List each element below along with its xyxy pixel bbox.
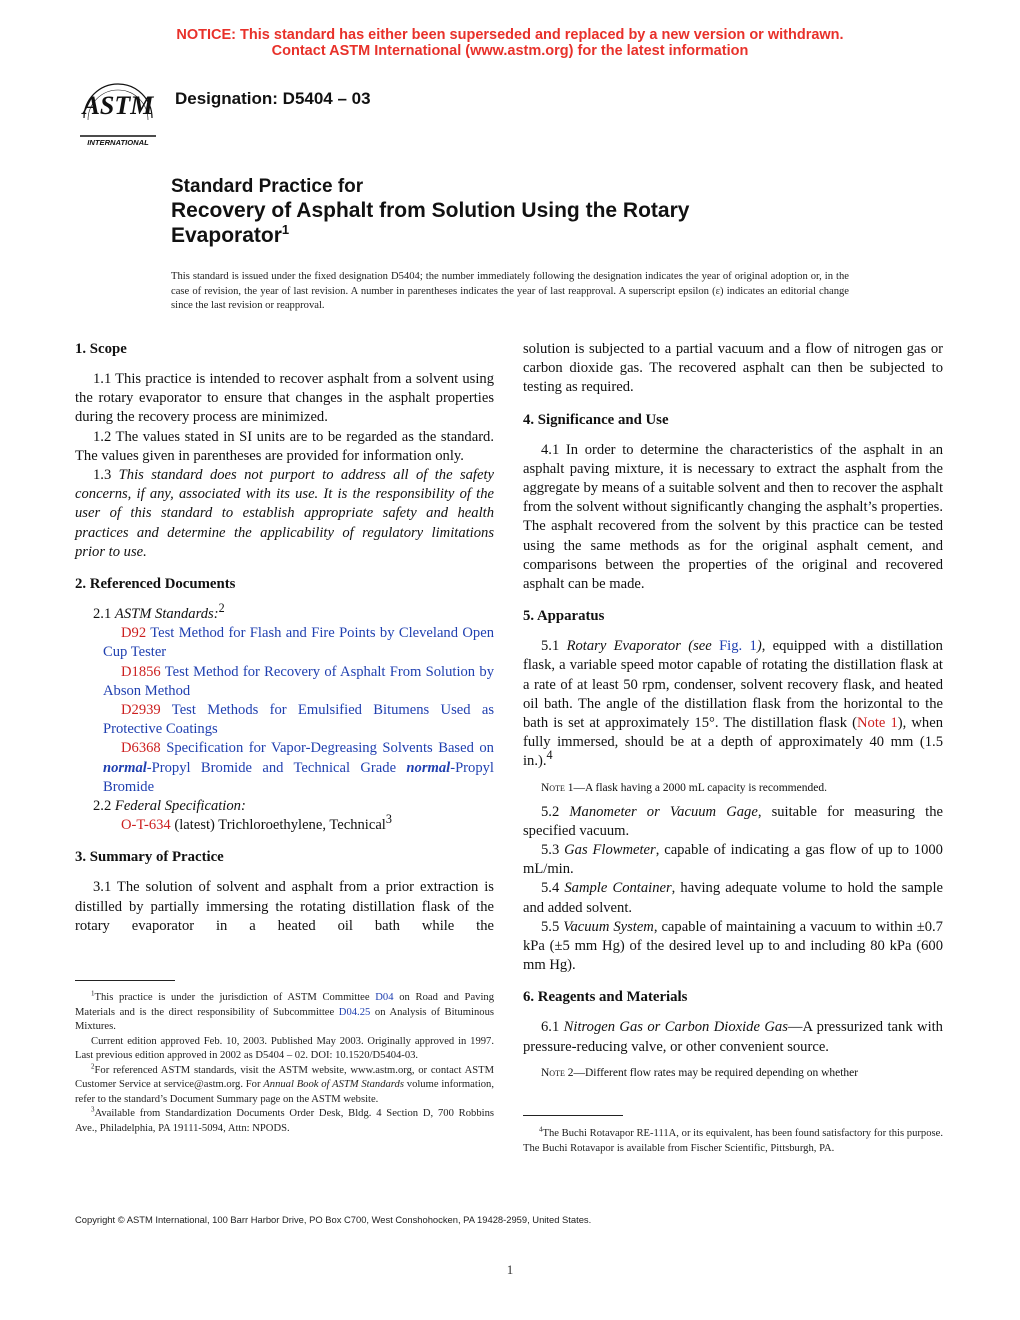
paragraph-1-2: 1.2 The values stated in SI units are to be regarded as the standard. The values given in parentheses are provided for information only. [75, 428, 494, 464]
intro-paragraph: This standard is issued under the fixed designation D5404; the number immediately following the designation indicates the year of original adoption or, in the case of revision, the year of last revision. A number in parentheses indicates the year of last reapproval. A superscript epsilon (ε) indicates an editorial change since the last revision or reapproval. [171, 271, 849, 311]
section-heading-summary: 3. Summary of Practice [75, 849, 224, 866]
paragraph-5-5: 5.5 Vacuum System, capable of maintaining a vacuum to within ±0.7 kPa (±5 mm Hg) of the desired level up to and including 80 kPa (600 mm Hg). [523, 918, 943, 974]
left-column [75, 340, 494, 936]
paragraph-5-4: 5.4 Sample Container, having adequate volume to hold the sample and added solvent. [523, 880, 943, 916]
astm-logo-icon [76, 74, 160, 150]
paragraph-6-1: 6.1 Nitrogen Gas or Carbon Dioxide Gas—A pressurized tank with pressure-reducing valve, or other convenient source. [523, 1019, 943, 1055]
astm-standards-label: 2.1 ASTM Standards:$^2$ [93, 601, 225, 623]
page-number: 1 [506, 1262, 514, 1277]
footnote-divider-left [75, 980, 175, 981]
section-heading-scope: 1. Scope [75, 341, 127, 357]
note-1: Note 1—A flask having a 2000 mL capacity is recommended. [541, 781, 827, 794]
ref-o-t-634[interactable]: O-T-634 (latest) Trichloroethylene, Technical$^3$ [121, 812, 392, 834]
footnote-3: $^3$Available from Standardization Documents Order Desk, Bldg. 4 Section D, 700 Robbins Ave., Philadelphia, PA 19111-5094, Attn: NPODS. [75, 1105, 494, 1134]
footnote-1: $^1$This practice is under the jurisdiction of ASTM Committee D04 on Road and Paving Materials and is the direct responsibility of Subcommittee D04.25 on Analysis of Bituminous Mixtures. [75, 989, 494, 1032]
ref-d1856[interactable]: D1856 Test Method for Recovery of Asphalt From Solution by Abson Method [103, 663, 494, 699]
federal-specification-label: 2.2 Federal Specification: [93, 798, 246, 815]
logo-letters: ASTM [82, 91, 154, 120]
section-heading-significance: 4. Significance and Use [523, 411, 669, 428]
paragraph-5-3: 5.3 Gas Flowmeter, capable of indicating a gas flow of up to 1000 mL/min. [523, 842, 943, 878]
paragraph-3-1-start: 3.1 The solution of solvent and asphalt from a prior extraction is distilled by partially immersing the rotating distillation flask of the rotary evaporator in a heated oil bath while the [75, 879, 494, 934]
footnote-2: $^2$For referenced ASTM standards, visit the ASTM website, www.astm.org, or contact ASTM Customer Service at service@astm.org. For Annual Book of ASTM Standards volume information, refer to the standard’s Document Summary page on the ASTM website. [75, 1061, 495, 1105]
section-heading-apparatus: 5. Apparatus [523, 608, 605, 625]
paragraph-3-1-end: solution is subjected to a partial vacuum and a flow of nitrogen gas or carbon dioxide gas. The recovered asphalt can then be subjected to testing as required. [523, 341, 943, 396]
title-footnote-mark: 1 [281, 222, 290, 237]
designation: Designation: D5404 – 03 [175, 89, 371, 108]
note-2: Note 2—Different flow rates may be required depending on whether [541, 1066, 859, 1079]
right-column [523, 340, 943, 1081]
ref-d6368[interactable]: D6368 Specification for Vapor-Degreasing Solvents Based on normal-Propyl Bromide and Technical Grade normal-Propyl Bromide [103, 740, 494, 795]
copyright-line: Copyright © ASTM International, 100 Barr Harbor Drive, PO Box C700, West Conshohocken, PA 19428-2959, United States. [75, 1214, 592, 1225]
withdrawn-notice [0, 27, 1020, 59]
footnotes-left [75, 991, 494, 1136]
paragraph-1-3: 1.3 This standard does not purport to address all of the safety concerns, if any, associated with its use. It is the responsibility of the user of this standard to establish appropriate safety and health practices and determine the applicability of regulatory limitations prior to use. [75, 467, 494, 560]
fig-1-link[interactable]: Fig. 1 [719, 638, 757, 655]
notice-line-1: NOTICE: This standard has either been superseded and replaced by a new version or withdrawn. [176, 27, 844, 43]
ref-d92[interactable]: D92 Test Method for Flash and Fire Points by Cleveland Open Cup Tester [103, 625, 494, 661]
title-line-2: Recovery of Asphalt from Solution Using the Rotary [171, 199, 690, 222]
section-heading-reagents: 6. Reagents and Materials [523, 989, 688, 1006]
paragraph-4-1: 4.1 In order to determine the characteristics of the asphalt in an asphalt paving mixture, it is necessary to extract the asphalt from the aggregate by means of a suitable solvent and then to recover the asphalt from the solvent without significantly changing the asphalt’s properties. The asphalt recovered from the solvent by this practice can be tested using the same methods as for the original asphalt cement, and comparisons between the properties of the original and recovered asphalt can be made. [523, 441, 943, 593]
note-1-link[interactable]: Note 1 [856, 715, 898, 732]
title-line-3: Evaporator$^1$ [171, 222, 290, 247]
document-title [171, 176, 689, 248]
notice-line-2: Contact ASTM International (www.astm.org) for the latest information [271, 43, 749, 59]
footnotes-right [523, 1127, 943, 1156]
paragraph-5-2: 5.2 Manometer or Vacuum Gage, suitable for measuring the specified vacuum. [523, 803, 943, 839]
paragraph-1-1: 1.1 This practice is intended to recover asphalt from a solvent using the rotary evaporator to ensure that changes in the asphalt properties during the recovery process are minimized. [75, 371, 494, 426]
logo-subtitle: INTERNATIONAL [87, 138, 149, 147]
footnote-1-edition: Current edition approved Feb. 10, 2003. Published May 2003. Originally approved in 1997. Last previous edition approved in 2002 as D5404 – 02. DOI: 10.1520/D5404-03. [75, 1035, 494, 1061]
title-line-1: Standard Practice for [171, 176, 364, 197]
footnote-4: $^4$The Buchi Rotavapor RE-111A, or its equivalent, has been found satisfactory for this purpose. The Buchi Rotavapor is available from Fischer Scientific, Pittsburgh, PA. [523, 1125, 943, 1154]
paragraph-5-1: 5.1 Rotary Evaporator (see Fig. 1), equipped with a distillation flask, a variable speed motor capable of rotating the distillation flask at a rate of at least 50 rpm, condenser, solvent recovery flask, and heated oil bath. The angle of the distillation flask from the horizontal to the bath is set at approximately 15°. The distillation flask (Note 1), when fully immersed, should be at a depth of approximately 40 mm (1.5 in.).$^4$ [523, 638, 943, 770]
footnote-divider-right [523, 1115, 623, 1116]
committee-d04-link[interactable]: D04 [375, 992, 394, 1003]
ref-d2939[interactable]: D2939 Test Methods for Emulsified Bitumens Used as Protective Coatings [103, 702, 495, 738]
subcommittee-d04-25-link[interactable]: D04.25 [338, 1006, 371, 1018]
section-heading-referenced: 2. Referenced Documents [75, 576, 236, 593]
